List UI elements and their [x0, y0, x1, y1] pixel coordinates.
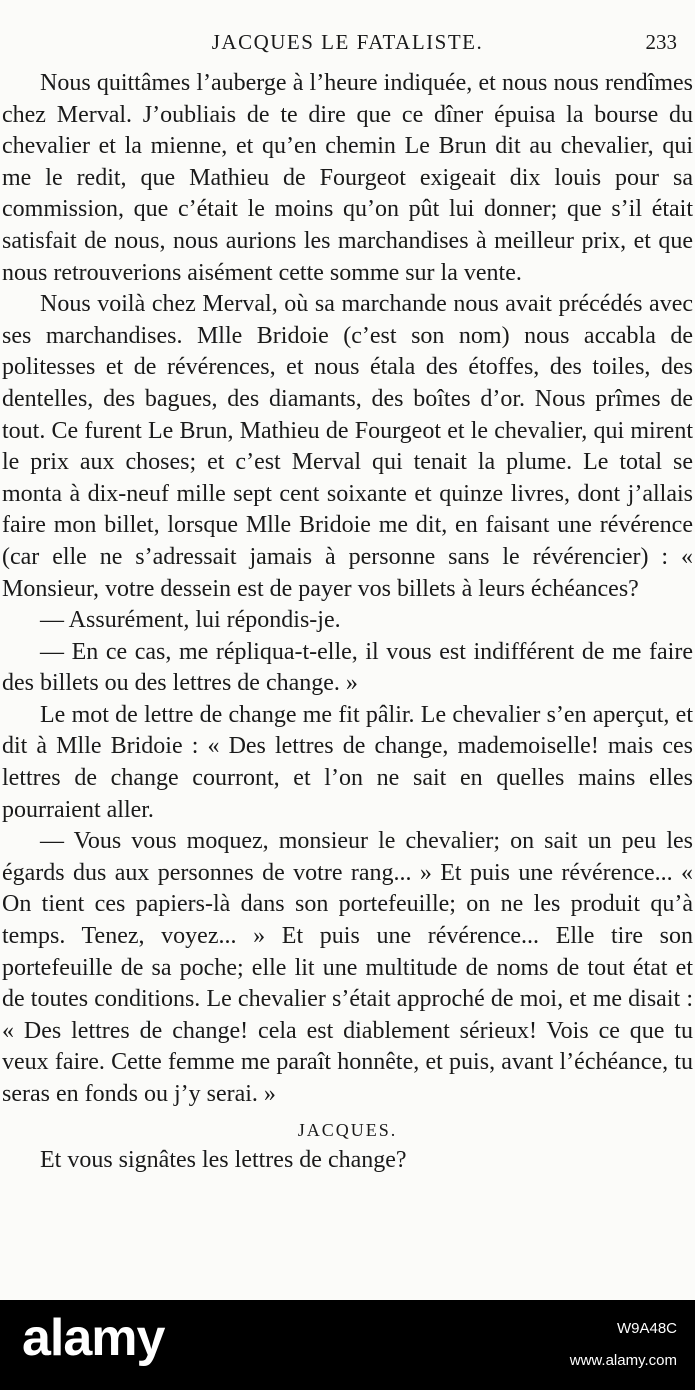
running-head: JACQUES LE FATALISTE.: [211, 30, 484, 54]
body-text: [2, 68, 693, 1176]
paragraph: Le mot de lettre de change me fit pâlir. Le chevalier s’en aperçut, et dit à Mlle Bridoie : « Des lettres de change, mademoiselle! mais ces lettres de change courront, et l’on ne sait en quelles mains elles pourraient aller.: [2, 701, 693, 823]
paragraph: Nous quittâmes l’auberge à l’heure indiquée, et nous nous rendîmes chez Merval. J’oubliais de te dire que ce dîner épuisa la bourse du chevalier et la mienne, et qu’en chemin Le Brun dit au chevalier, qui me le redit, que Mathieu de Fourgeot exigeait dix louis pour sa commission, que c’était le moins qu’on pût lui donner; que s’il était satisfait de nous, nous aurions les marchandises à meilleur prix, et que nous retrouverions aisément cette somme sur la vente.: [2, 70, 693, 286]
speaker-name: JACQUES.: [297, 1119, 398, 1140]
paragraph: Nous voilà chez Merval, où sa marchande nous avait précédés avec ses marchandises. Mlle Bridoie (c’est son nom) nous accabla de politesses et de révérences, et nous étala des étoffes, des toiles, des dentelles, des bagues, des diamants, des boîtes d’or. Nous prîmes de tout. Ce furent Le Brun, Mathieu de Fourgeot et le chevalier, qui mirent le prix aux choses; et c’est Merval qui tenait la plume. Le total se monta à dix-neuf mille sept cent soixante et quinze livres, dont j’allais faire mon billet, lorsque Mlle Bridoie me dit, en faisant une révérence (car elle ne s’adressait jamais à personne sans le révérencier) : « Monsieur, votre dessein est de payer vos billets à leurs échéances?: [2, 291, 693, 602]
paragraph: — Vous vous moquez, monsieur le chevalier; on sait un peu les égards dus aux personnes de votre rang... » Et puis une révérence... « On tient ces papiers-là dans son portefeuille; on ne les produit qu’à temps. Tenez, voyez... » Et puis une révérence... Elle tire son portefeuille de sa poche; elle lit une multitude de noms de tout état et de toutes conditions. Le chevalier s’était approché de moi, et me disait : « Des lettres de change! cela est diablement sérieux! Vois ce que tu veux faire. Cette femme me paraît honnête, et puis, avant l’échéance, tu seras en fonds ou j’y serai. »: [2, 828, 693, 1107]
page-number: 233: [645, 30, 677, 54]
alamy-logo: alamy: [22, 1309, 165, 1367]
image-id: W9A48C: [616, 1320, 677, 1337]
final-line: Et vous signâtes les lettres de change?: [40, 1146, 407, 1173]
paragraph: — Assurément, lui répondis-je.: [40, 607, 341, 634]
watermark-footer: [0, 1300, 695, 1390]
page-header: [0, 30, 695, 60]
site-url: www.alamy.com: [569, 1352, 677, 1369]
paragraph: — En ce cas, me répliqua-t-elle, il vous est indifférent de me faire des billets ou des lettres de change. »: [2, 638, 693, 697]
